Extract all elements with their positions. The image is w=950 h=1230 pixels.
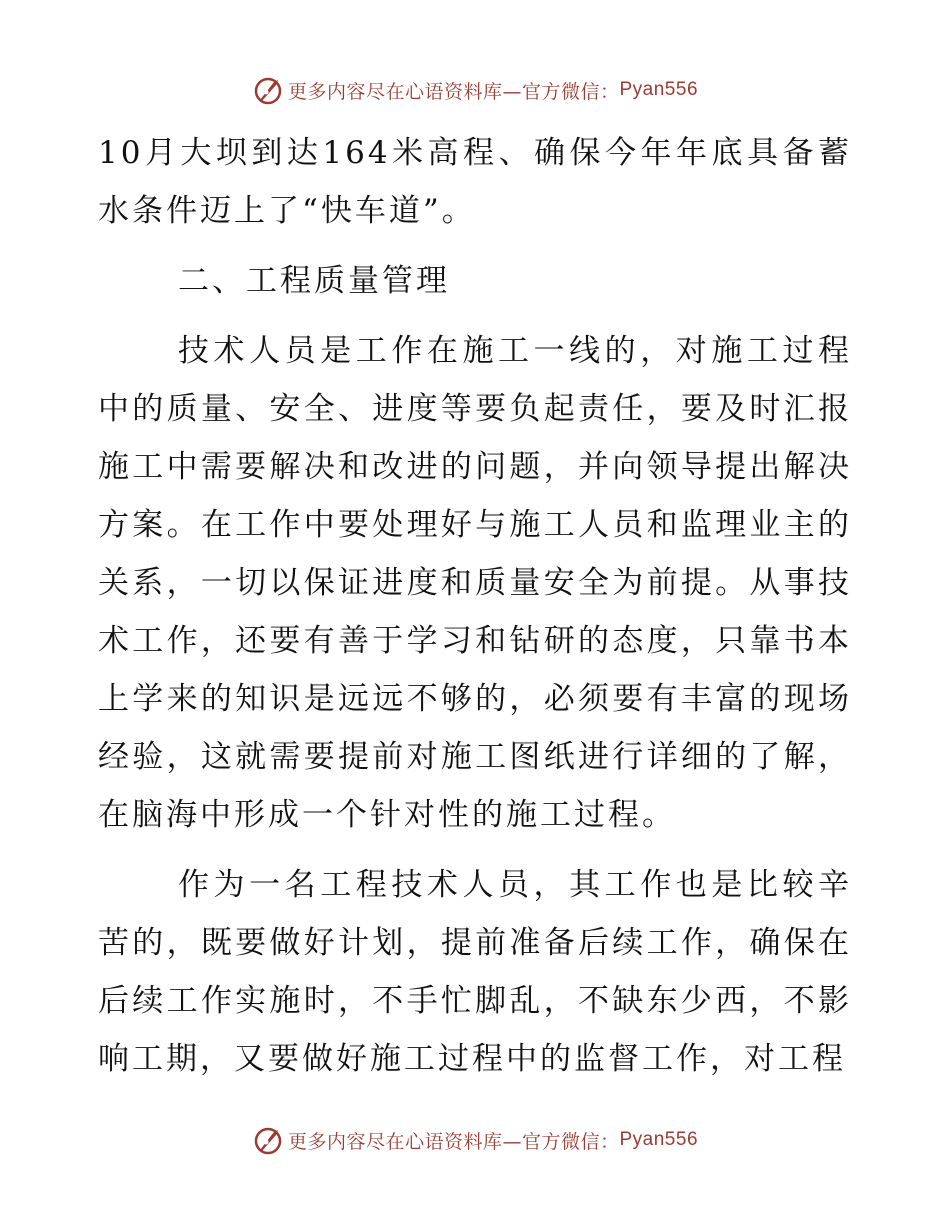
quill-logo-icon [252, 74, 284, 106]
section-heading: 二、工程质量管理 [178, 263, 450, 299]
paragraph-continuation: 10月大坝到达164米高程、确保今年年底具备蓄水条件迈上了“快车道”。 [98, 135, 852, 229]
watermark-text: 更多内容尽在心语资料库—官方微信： [287, 1130, 620, 1153]
quill-logo-icon [252, 1124, 284, 1156]
watermark-wechat-id: Pyan556 [619, 79, 699, 100]
watermark-wechat-id: Pyan556 [619, 1129, 699, 1150]
paragraph: 作为一名工程技术人员，其工作也是比较辛苦的，既要做好计划，提前准备后续工作，确保在后续工作实施时，不手忙脚乱，不缺东少西，不影响工期，又要做好施工过程中的监督工作，对工程 [98, 867, 852, 1077]
document-body [98, 124, 852, 1100]
watermark-text: 更多内容尽在心语资料库—官方微信： [287, 80, 620, 103]
header-watermark [0, 74, 950, 106]
footer-watermark [0, 1124, 950, 1156]
paragraph: 技术人员是工作在施工一线的，对施工过程中的质量、安全、进度等要负起责任，要及时汇报施工中需要解决和改进的问题，并向领导提出解决方案。在工作中要处理好与施工人员和监理业主的关系，一切以保证进度和质量安全为前提。从事技术工作，还要有善于学习和钻研的态度，只靠书本上学来的知识是远远不够的，必须要有丰富的现场经验，这就需要提前对施工图纸进行详细的了解，在脑海中形成一个针对性的施工过程。 [98, 333, 852, 833]
